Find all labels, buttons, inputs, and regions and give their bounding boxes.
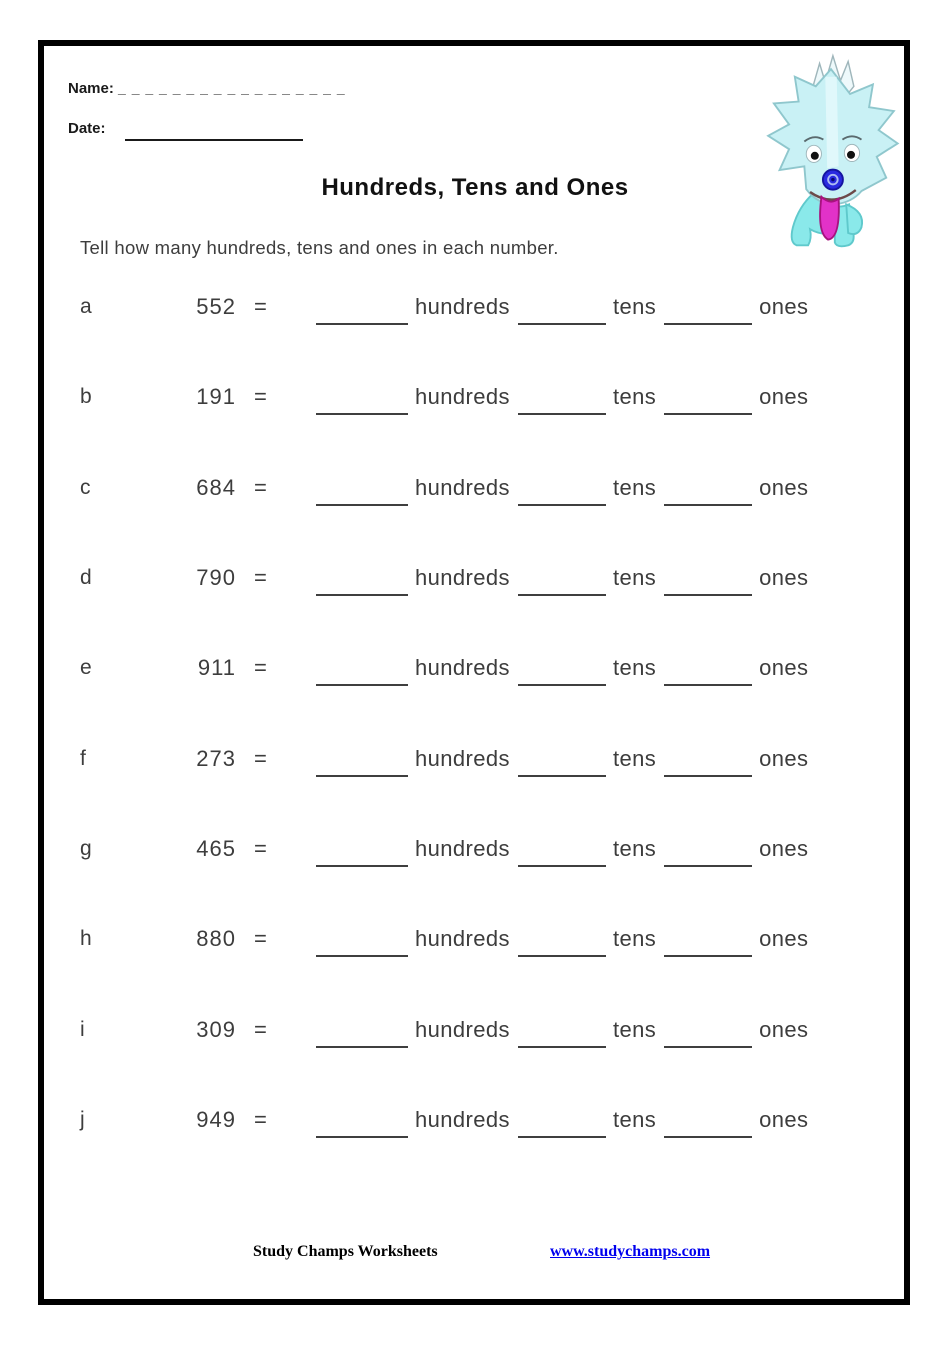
tens-answer-blank bbox=[518, 393, 606, 415]
row-number: 684 bbox=[196, 474, 236, 500]
tens-label: tens bbox=[612, 294, 657, 320]
ones-label: ones bbox=[759, 745, 809, 771]
ones-answer-blank bbox=[664, 393, 752, 415]
row-number: 949 bbox=[196, 1106, 236, 1132]
row-number: 465 bbox=[196, 835, 236, 861]
tens-answer-blank bbox=[518, 484, 606, 506]
worksheet-row-h bbox=[0, 894, 950, 984]
row-number: 911 bbox=[197, 655, 236, 681]
ones-label: ones bbox=[759, 1106, 809, 1132]
tens-answer-blank bbox=[518, 303, 606, 325]
hundreds-label: hundreds bbox=[415, 926, 510, 952]
hundreds-answer-blank bbox=[316, 574, 408, 596]
footer bbox=[0, 1243, 950, 1267]
tens-label: tens bbox=[612, 474, 657, 500]
ones-answer-blank bbox=[664, 303, 752, 325]
ones-answer-blank bbox=[664, 1116, 752, 1138]
hundreds-label: hundreds bbox=[415, 384, 510, 410]
equals-sign: = bbox=[254, 565, 267, 591]
hundreds-label: hundreds bbox=[415, 294, 510, 320]
tens-answer-blank bbox=[518, 664, 606, 686]
name-field bbox=[68, 80, 346, 97]
tens-answer-blank bbox=[518, 755, 606, 777]
tens-label: tens bbox=[612, 565, 657, 591]
worksheet-row-f bbox=[0, 713, 950, 803]
row-number: 880 bbox=[196, 926, 236, 952]
ones-label: ones bbox=[759, 384, 809, 410]
row-letter: j bbox=[80, 1107, 85, 1131]
ones-label: ones bbox=[759, 835, 809, 861]
worksheet-row-b bbox=[0, 352, 950, 442]
tens-label: tens bbox=[612, 384, 657, 410]
hundreds-answer-blank bbox=[316, 935, 408, 957]
ones-answer-blank bbox=[664, 484, 752, 506]
tens-answer-blank bbox=[518, 845, 606, 867]
tens-label: tens bbox=[612, 745, 657, 771]
row-number: 191 bbox=[196, 384, 236, 410]
worksheet-row-j bbox=[0, 1075, 950, 1165]
hundreds-label: hundreds bbox=[415, 745, 510, 771]
puppy-mascot-image bbox=[752, 52, 910, 252]
ones-answer-blank bbox=[664, 1026, 752, 1048]
equals-sign: = bbox=[254, 745, 267, 771]
footer-brand-text: Study Champs Worksheets bbox=[253, 1243, 438, 1260]
page-title: Hundreds, Tens and Ones bbox=[321, 174, 629, 201]
equals-sign: = bbox=[254, 655, 267, 681]
ones-label: ones bbox=[759, 474, 809, 500]
equals-sign: = bbox=[254, 1106, 267, 1132]
worksheet-rows bbox=[0, 262, 950, 1165]
hundreds-answer-blank bbox=[316, 1116, 408, 1138]
hundreds-answer-blank bbox=[316, 484, 408, 506]
hundreds-answer-blank bbox=[316, 664, 408, 686]
row-number: 790 bbox=[196, 565, 236, 591]
tens-label: tens bbox=[612, 835, 657, 861]
row-number: 309 bbox=[196, 1016, 236, 1042]
ones-answer-blank bbox=[664, 755, 752, 777]
hundreds-answer-blank bbox=[316, 755, 408, 777]
worksheet-row-g bbox=[0, 804, 950, 894]
date-field bbox=[68, 120, 106, 137]
hundreds-answer-blank bbox=[316, 1026, 408, 1048]
name-label: Name: bbox=[68, 80, 114, 97]
row-letter: e bbox=[80, 656, 92, 680]
ones-label: ones bbox=[759, 294, 809, 320]
hundreds-label: hundreds bbox=[415, 474, 510, 500]
tens-answer-blank bbox=[518, 574, 606, 596]
row-number: 273 bbox=[196, 745, 236, 771]
tens-label: tens bbox=[612, 1106, 657, 1132]
hundreds-label: hundreds bbox=[415, 835, 510, 861]
name-blank-line: _ _ _ _ _ _ _ _ _ _ _ _ _ _ _ _ _ bbox=[118, 80, 346, 96]
equals-sign: = bbox=[254, 384, 267, 410]
hundreds-answer-blank bbox=[316, 845, 408, 867]
ones-label: ones bbox=[759, 1016, 809, 1042]
equals-sign: = bbox=[254, 474, 267, 500]
worksheet-row-i bbox=[0, 984, 950, 1074]
tens-answer-blank bbox=[518, 1116, 606, 1138]
row-letter: g bbox=[80, 836, 92, 860]
hundreds-label: hundreds bbox=[415, 1106, 510, 1132]
worksheet-row-c bbox=[0, 443, 950, 533]
row-letter: h bbox=[80, 927, 92, 951]
row-letter: c bbox=[80, 475, 91, 499]
tens-answer-blank bbox=[518, 1026, 606, 1048]
worksheet-row-d bbox=[0, 533, 950, 623]
tens-label: tens bbox=[612, 926, 657, 952]
ones-answer-blank bbox=[664, 845, 752, 867]
equals-sign: = bbox=[254, 926, 267, 952]
ones-label: ones bbox=[759, 565, 809, 591]
worksheet-row-a bbox=[0, 262, 950, 352]
hundreds-label: hundreds bbox=[415, 1016, 510, 1042]
equals-sign: = bbox=[254, 294, 267, 320]
ones-label: ones bbox=[759, 655, 809, 681]
date-blank-line bbox=[125, 139, 303, 141]
worksheet-row-e bbox=[0, 623, 950, 713]
ones-answer-blank bbox=[664, 664, 752, 686]
date-label: Date: bbox=[68, 120, 106, 137]
row-number: 552 bbox=[196, 294, 236, 320]
tens-answer-blank bbox=[518, 935, 606, 957]
ones-answer-blank bbox=[664, 574, 752, 596]
hundreds-label: hundreds bbox=[415, 655, 510, 681]
hundreds-answer-blank bbox=[316, 393, 408, 415]
row-letter: f bbox=[80, 746, 86, 770]
row-letter: a bbox=[80, 295, 92, 319]
row-letter: b bbox=[80, 385, 92, 409]
instruction-text: Tell how many hundreds, tens and ones in each number. bbox=[80, 237, 559, 258]
equals-sign: = bbox=[254, 835, 267, 861]
row-letter: d bbox=[80, 566, 92, 590]
equals-sign: = bbox=[254, 1016, 267, 1042]
tens-label: tens bbox=[612, 655, 657, 681]
ones-answer-blank bbox=[664, 935, 752, 957]
puppy-mascot-svg bbox=[752, 52, 910, 252]
hundreds-label: hundreds bbox=[415, 565, 510, 591]
ones-label: ones bbox=[759, 926, 809, 952]
tens-label: tens bbox=[612, 1016, 657, 1042]
row-letter: i bbox=[80, 1017, 85, 1041]
footer-website-link[interactable]: www.studychamps.com bbox=[550, 1243, 711, 1260]
hundreds-answer-blank bbox=[316, 303, 408, 325]
